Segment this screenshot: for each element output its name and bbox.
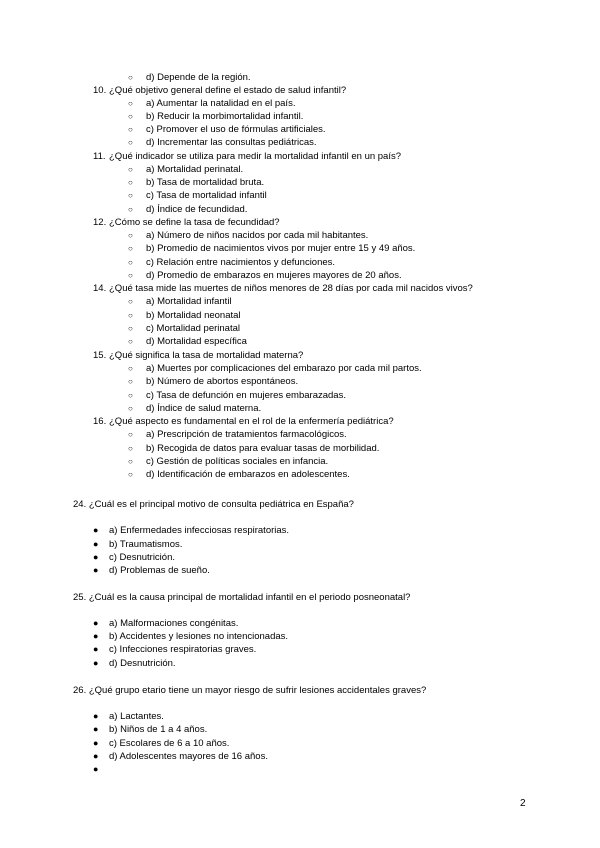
option-item: ● d) Adolescentes mayores de 16 años. xyxy=(93,751,268,762)
circle-bullet-icon: ○ xyxy=(128,444,133,453)
bullet-icon: ● xyxy=(93,631,99,641)
bullet-icon: ● xyxy=(93,658,99,668)
question-24: 24. ¿Cuál es el principal motivo de consulta pediátrica en España? xyxy=(73,499,354,510)
circle-bullet-icon: ○ xyxy=(128,271,133,280)
circle-bullet-icon: ○ xyxy=(128,125,133,134)
option-item: ○ b) Número de abortos espontáneos. xyxy=(128,376,299,387)
circle-bullet-icon: ○ xyxy=(128,457,133,466)
option-item: ● a) Lactantes. xyxy=(93,711,164,722)
option-item: ○ b) Recogida de datos para evaluar tasas de morbilidad. xyxy=(128,443,380,454)
option-item: ○ d) Promedio de embarazos en mujeres mayores de 20 años. xyxy=(128,270,402,281)
option-item: ○ a) Mortalidad perinatal. xyxy=(128,164,244,175)
circle-bullet-icon: ○ xyxy=(128,297,133,306)
circle-bullet-icon: ○ xyxy=(128,138,133,147)
circle-bullet-icon: ○ xyxy=(128,404,133,413)
circle-bullet-icon: ○ xyxy=(128,470,133,479)
bullet-icon: ● xyxy=(93,525,99,535)
option-item: ● b) Accidentes y lesiones no intencionadas. xyxy=(93,631,289,642)
option-item: ○ d) Depende de la región. xyxy=(128,72,251,83)
circle-bullet-icon: ○ xyxy=(128,337,133,346)
option-item: ● c) Desnutrición. xyxy=(93,552,175,563)
bullet-icon: ● xyxy=(93,539,99,549)
option-item: ● b) Traumatismos. xyxy=(93,539,183,550)
question-12: 12. ¿Cómo se define la tasa de fecundidad? xyxy=(93,217,280,228)
question-11: 11. ¿Qué indicador se utiliza para medir la mortalidad infantil en un país? xyxy=(93,151,402,162)
option-item: ○ b) Tasa de mortalidad bruta. xyxy=(128,177,265,188)
option-item: ○ a) Mortalidad infantil xyxy=(128,296,232,307)
circle-bullet-icon: ○ xyxy=(128,112,133,121)
option-item: ○ d) Identificación de embarazos en adolescentes. xyxy=(128,469,350,480)
circle-bullet-icon: ○ xyxy=(128,178,133,187)
question-25: 25. ¿Cuál es la causa principal de mortalidad infantil en el periodo posneonatal? xyxy=(73,592,411,603)
question-15: 15. ¿Qué significa la tasa de mortalidad materna? xyxy=(93,350,304,361)
option-item: ○ c) Tasa de mortalidad infantil xyxy=(128,190,267,201)
option-item: ● c) Escolares de 6 a 10 años. xyxy=(93,738,230,749)
bullet-icon: ● xyxy=(93,764,99,774)
option-item: ○ b) Mortalidad neonatal xyxy=(128,310,241,321)
bullet-icon: ● xyxy=(93,644,99,654)
circle-bullet-icon: ○ xyxy=(128,99,133,108)
option-item: ○ c) Mortalidad perinatal xyxy=(128,323,240,334)
bullet-icon: ● xyxy=(93,618,99,628)
page-number: 2 xyxy=(520,798,526,809)
bullet-icon: ● xyxy=(93,751,99,761)
option-item: ○ c) Relación entre nacimientos y defunciones. xyxy=(128,257,336,268)
circle-bullet-icon: ○ xyxy=(128,244,133,253)
option-item-empty xyxy=(93,763,109,775)
option-item: ○ a) Muertes por complicaciones del embarazo por cada mil partos. xyxy=(128,363,422,374)
option-item: ○ d) Mortalidad específica xyxy=(128,336,247,347)
circle-bullet-icon: ○ xyxy=(128,165,133,174)
option-item: ○ d) Índice de fecundidad. xyxy=(128,204,248,215)
option-item: ○ d) Incrementar las consultas pediátricas. xyxy=(128,137,317,148)
option-item: ● d) Problemas de sueño. xyxy=(93,565,210,576)
bullet-icon: ● xyxy=(93,724,99,734)
option-item: ○ a) Aumentar la natalidad en el país. xyxy=(128,98,296,109)
circle-bullet-icon: ○ xyxy=(128,377,133,386)
option-item: ○ b) Reducir la morbimortalidad infantil. xyxy=(128,111,304,122)
option-item: ○ c) Promover el uso de fórmulas artificiales. xyxy=(128,124,326,135)
bullet-icon: ● xyxy=(93,552,99,562)
circle-bullet-icon: ○ xyxy=(128,391,133,400)
circle-bullet-icon: ○ xyxy=(128,430,133,439)
option-item: ● b) Niños de 1 a 4 años. xyxy=(93,724,208,735)
circle-bullet-icon: ○ xyxy=(128,311,133,320)
question-16: 16. ¿Qué aspecto es fundamental en el rol de la enfermería pediátrica? xyxy=(93,416,394,427)
bullet-icon: ● xyxy=(93,565,99,575)
option-item: ● a) Malformaciones congénitas. xyxy=(93,618,239,629)
circle-bullet-icon: ○ xyxy=(128,205,133,214)
circle-bullet-icon: ○ xyxy=(128,258,133,267)
option-item: ○ d) Índice de salud materna. xyxy=(128,403,262,414)
bullet-icon: ● xyxy=(93,711,99,721)
option-item: ● a) Enfermedades infecciosas respiratorias. xyxy=(93,525,290,536)
circle-bullet-icon: ○ xyxy=(128,231,133,240)
question-26: 26. ¿Qué grupo etario tiene un mayor riesgo de sufrir lesiones accidentales graves? xyxy=(73,685,427,696)
circle-bullet-icon: ○ xyxy=(128,324,133,333)
option-item: ○ b) Promedio de nacimientos vivos por mujer entre 15 y 49 años. xyxy=(128,243,416,254)
option-item: ○ a) Prescripción de tratamientos farmacológicos. xyxy=(128,429,347,440)
question-10: 10. ¿Qué objetivo general define el estado de salud infantil? xyxy=(93,85,347,96)
option-item: ○ a) Número de niños nacidos por cada mil habitantes. xyxy=(128,230,369,241)
option-item: ○ c) Tasa de defunción en mujeres embarazadas. xyxy=(128,390,346,401)
bullet-icon: ● xyxy=(93,738,99,748)
option-item: ● d) Desnutrición. xyxy=(93,658,176,669)
question-14: 14. ¿Qué tasa mide las muertes de niños menores de 28 días por cada mil nacidos vivos? xyxy=(93,283,473,294)
circle-bullet-icon: ○ xyxy=(128,364,133,373)
option-item: ● c) Infecciones respiratorias graves. xyxy=(93,644,257,655)
circle-bullet-icon: ○ xyxy=(128,191,133,200)
option-item: ○ c) Gestión de políticas sociales en infancia. xyxy=(128,456,329,467)
circle-bullet-icon: ○ xyxy=(128,73,133,82)
